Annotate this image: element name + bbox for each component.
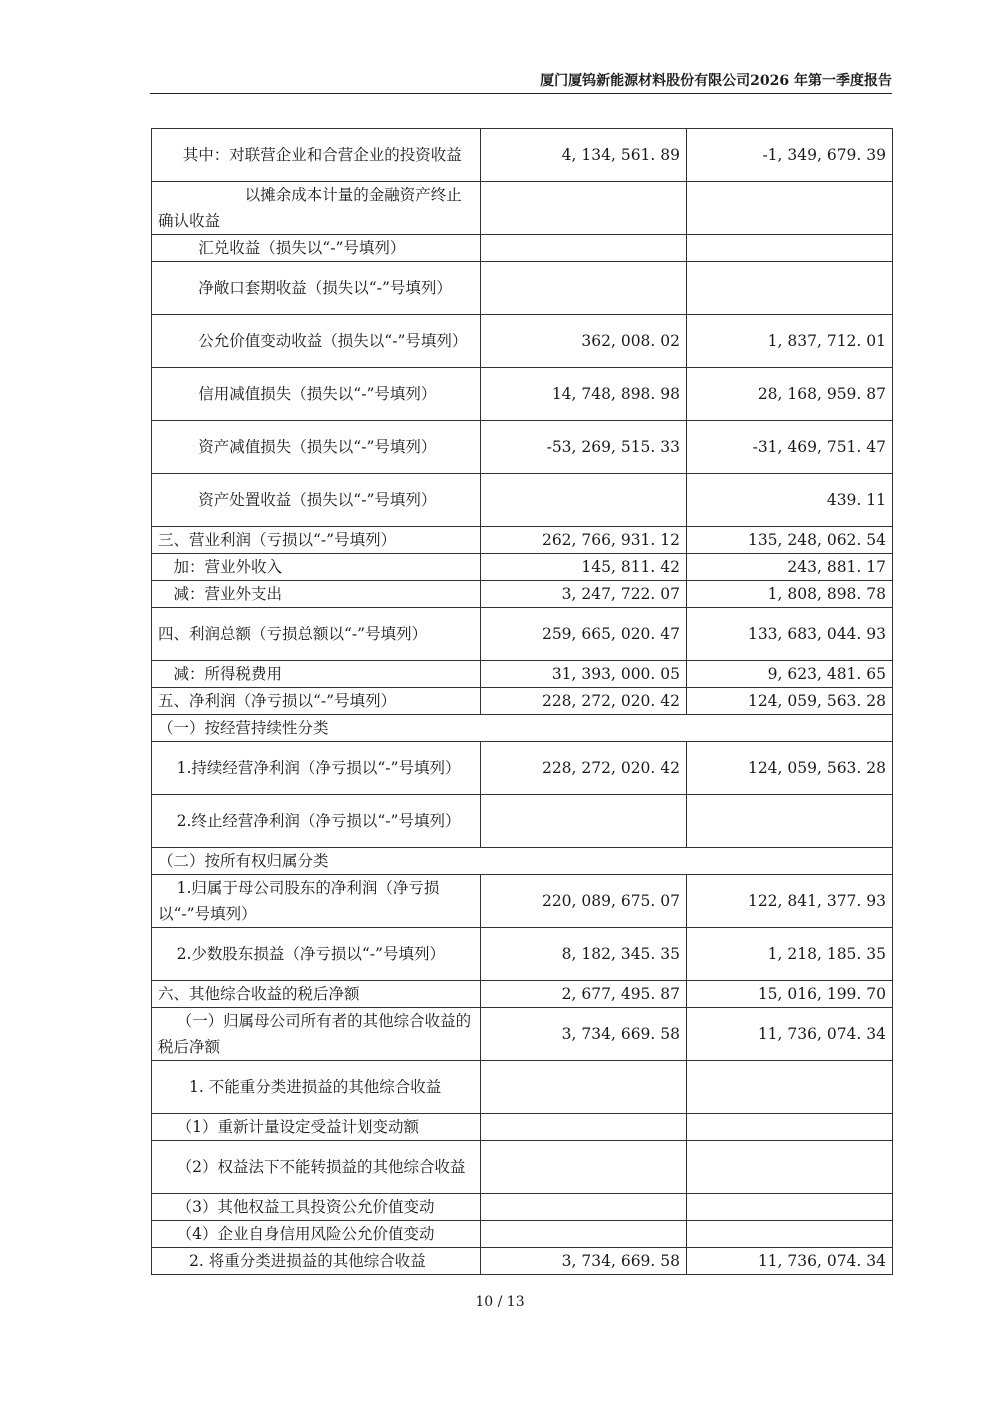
prior-period-value: 124, 059, 563. 28 (687, 742, 893, 795)
current-period-value (481, 235, 687, 262)
current-period-value: -53, 269, 515. 33 (481, 421, 687, 474)
prior-period-value: 15, 016, 199. 70 (687, 981, 893, 1008)
table-row (152, 1061, 893, 1114)
row-label: 四、利润总额（亏损总额以“-”号填列） (152, 608, 481, 661)
table-row (152, 608, 893, 661)
prior-period-value (687, 795, 893, 848)
page-indicator: 10 / 13 (475, 1294, 525, 1310)
row-label: （1）重新计量设定受益计划变动额 (152, 1114, 481, 1141)
table-row (152, 554, 893, 581)
prior-period-value: 122, 841, 377. 93 (687, 875, 893, 928)
current-period-value (481, 1061, 687, 1114)
row-label: 其中：对联营企业和合营企业的投资收益 (152, 129, 481, 182)
current-period-value: 3, 734, 669. 58 (481, 1248, 687, 1275)
section-row (152, 715, 893, 742)
table-row (152, 421, 893, 474)
current-period-value (481, 1114, 687, 1141)
row-label: 六、其他综合收益的税后净额 (152, 981, 481, 1008)
current-period-value: 3, 734, 669. 58 (481, 1008, 687, 1061)
table-row (152, 182, 893, 235)
prior-period-value (687, 1061, 893, 1114)
current-period-value (481, 1194, 687, 1221)
table-row (152, 981, 893, 1008)
table-row (152, 688, 893, 715)
prior-period-value: 9, 623, 481. 65 (687, 661, 893, 688)
row-label: 公允价值变动收益（损失以“-”号填列） (152, 315, 481, 368)
row-label: 五、净利润（净亏损以“-”号填列） (152, 688, 481, 715)
current-period-value: 2, 677, 495. 87 (481, 981, 687, 1008)
prior-period-value: 11, 736, 074. 34 (687, 1008, 893, 1061)
prior-period-value: 1, 837, 712. 01 (687, 315, 893, 368)
table-row (152, 315, 893, 368)
section-heading: （二）按所有权归属分类 (152, 848, 893, 875)
table-row (152, 1114, 893, 1141)
current-period-value: 14, 748, 898. 98 (481, 368, 687, 421)
row-label: 以摊余成本计量的金融资产终止确认收益 (152, 182, 481, 235)
current-period-value (481, 1221, 687, 1248)
current-period-value: 145, 811. 42 (481, 554, 687, 581)
row-label: 加：营业外收入 (152, 554, 481, 581)
table-row (152, 129, 893, 182)
table-row (152, 368, 893, 421)
table-row (152, 1221, 893, 1248)
prior-period-value: 439. 11 (687, 474, 893, 527)
row-label: （2）权益法下不能转损益的其他综合收益 (152, 1141, 481, 1194)
row-label: 1.持续经营净利润（净亏损以“-”号填列） (152, 742, 481, 795)
table-row (152, 795, 893, 848)
current-period-value: 220, 089, 675. 07 (481, 875, 687, 928)
section-row (152, 848, 893, 875)
current-period-value (481, 262, 687, 315)
prior-period-value (687, 182, 893, 235)
current-period-value: 228, 272, 020. 42 (481, 688, 687, 715)
table-row (152, 1141, 893, 1194)
table-row (152, 527, 893, 554)
row-label: 净敞口套期收益（损失以“-”号填列） (152, 262, 481, 315)
table-row (152, 742, 893, 795)
row-label: 减：营业外支出 (152, 581, 481, 608)
prior-period-value (687, 1114, 893, 1141)
table-row (152, 474, 893, 527)
table-row (152, 581, 893, 608)
prior-period-value (687, 235, 893, 262)
table-row (152, 1008, 893, 1061)
table-row (152, 235, 893, 262)
row-label: （4）企业自身信用风险公允价值变动 (152, 1221, 481, 1248)
prior-period-value (687, 1221, 893, 1248)
current-period-value (481, 474, 687, 527)
section-heading: （一）按经营持续性分类 (152, 715, 893, 742)
prior-period-value: -1, 349, 679. 39 (687, 129, 893, 182)
current-period-value: 259, 665, 020. 47 (481, 608, 687, 661)
prior-period-value (687, 1141, 893, 1194)
current-period-value: 31, 393, 000. 05 (481, 661, 687, 688)
prior-period-value: 135, 248, 062. 54 (687, 527, 893, 554)
prior-period-value: 1, 808, 898. 78 (687, 581, 893, 608)
prior-period-value: 124, 059, 563. 28 (687, 688, 893, 715)
header-divider (150, 93, 892, 94)
row-label: 资产处置收益（损失以“-”号填列） (152, 474, 481, 527)
report-header-title: 厦门厦钨新能源材料股份有限公司2026 年第一季度报告 (540, 73, 892, 89)
prior-period-value: 243, 881. 17 (687, 554, 893, 581)
row-label: 信用减值损失（损失以“-”号填列） (152, 368, 481, 421)
current-period-value: 228, 272, 020. 42 (481, 742, 687, 795)
prior-period-value: 133, 683, 044. 93 (687, 608, 893, 661)
row-label: （3）其他权益工具投资公允价值变动 (152, 1194, 481, 1221)
prior-period-value: -31, 469, 751. 47 (687, 421, 893, 474)
row-label: （一）归属母公司所有者的其他综合收益的税后净额 (152, 1008, 481, 1061)
prior-period-value: 1, 218, 185. 35 (687, 928, 893, 981)
prior-period-value: 28, 168, 959. 87 (687, 368, 893, 421)
table-row (152, 262, 893, 315)
prior-period-value: 11, 736, 074. 34 (687, 1248, 893, 1275)
row-label: 2.终止经营净利润（净亏损以“-”号填列） (152, 795, 481, 848)
row-label: 减：所得税费用 (152, 661, 481, 688)
row-label: 1.归属于母公司股东的净利润（净亏损以“-”号填列） (152, 875, 481, 928)
current-period-value: 3, 247, 722. 07 (481, 581, 687, 608)
prior-period-value (687, 262, 893, 315)
current-period-value: 362, 008. 02 (481, 315, 687, 368)
table-row (152, 661, 893, 688)
table-row (152, 875, 893, 928)
current-period-value: 8, 182, 345. 35 (481, 928, 687, 981)
current-period-value (481, 182, 687, 235)
row-label: 三、营业利润（亏损以“-”号填列） (152, 527, 481, 554)
row-label: 资产减值损失（损失以“-”号填列） (152, 421, 481, 474)
income-statement-table (151, 128, 893, 1275)
prior-period-value (687, 1194, 893, 1221)
current-period-value (481, 795, 687, 848)
current-period-value (481, 1141, 687, 1194)
row-label: 2. 将重分类进损益的其他综合收益 (152, 1248, 481, 1275)
row-label: 汇兑收益（损失以“-”号填列） (152, 235, 481, 262)
row-label: 1. 不能重分类进损益的其他综合收益 (152, 1061, 481, 1114)
table-row (152, 928, 893, 981)
current-period-value: 262, 766, 931. 12 (481, 527, 687, 554)
table-row (152, 1194, 893, 1221)
current-period-value: 4, 134, 561. 89 (481, 129, 687, 182)
table-row (152, 1248, 893, 1275)
row-label: 2.少数股东损益（净亏损以“-”号填列） (152, 928, 481, 981)
